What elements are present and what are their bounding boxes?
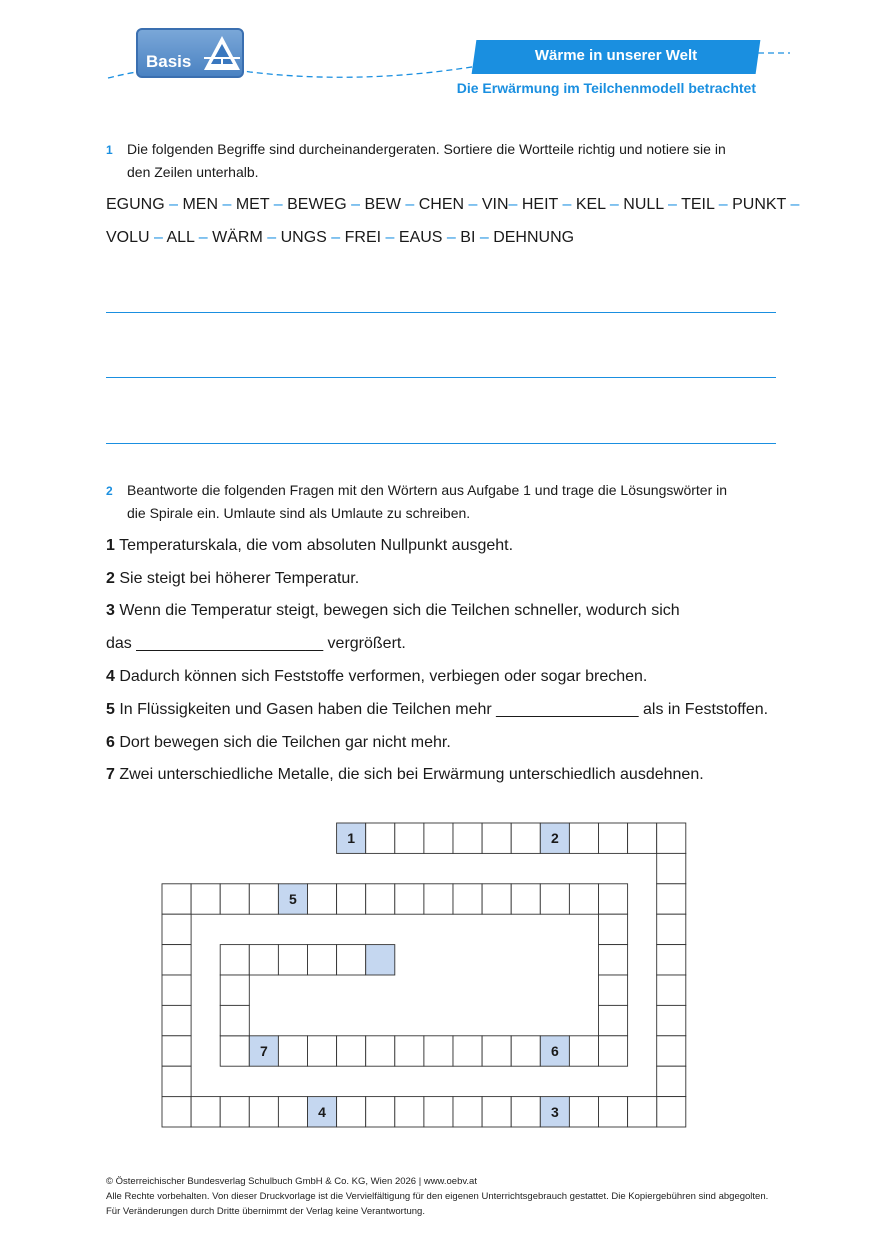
spiral-cell[interactable] — [599, 823, 628, 853]
spiral-cell[interactable] — [511, 884, 540, 914]
spiral-cell[interactable] — [220, 1036, 249, 1066]
spiral-cell[interactable] — [308, 1036, 337, 1066]
word-fragment: NULL — [623, 196, 664, 213]
word-fragment: EAUS — [398, 229, 443, 246]
spiral-cell[interactable] — [278, 1036, 307, 1066]
spiral-cell[interactable] — [453, 1097, 482, 1127]
spiral-cell[interactable] — [162, 975, 191, 1005]
spiral-cell[interactable] — [278, 945, 307, 975]
spiral-cell[interactable] — [657, 1066, 686, 1096]
spiral-cell[interactable] — [395, 1097, 424, 1127]
separator-dash: – — [262, 229, 281, 246]
spiral-cell[interactable] — [599, 1005, 628, 1035]
word-fragment: MEN — [182, 196, 219, 213]
spiral-cell[interactable] — [453, 884, 482, 914]
spiral-cell[interactable] — [657, 945, 686, 975]
word-fragment: HEIT — [521, 196, 559, 213]
separator-dash: – — [400, 196, 419, 213]
separator-dash: – — [464, 196, 482, 213]
task1-instruction-line1: Die folgenden Begriffe sind durcheinandergeraten. Sortiere die Wortteile richtig und notiere sie in — [127, 141, 726, 157]
question-number: 5 — [106, 701, 115, 718]
word-fragment: FREI — [344, 229, 382, 246]
spiral-cell[interactable] — [191, 1097, 220, 1127]
spiral-clue-number: 7 — [259, 1043, 268, 1059]
spiral-cell[interactable] — [482, 823, 511, 853]
logo-text: Basis — [146, 52, 192, 71]
spiral-cell[interactable] — [249, 884, 278, 914]
word-fragment: BEWEG — [287, 196, 347, 213]
spiral-cell[interactable] — [569, 884, 598, 914]
spiral-cell[interactable] — [657, 1036, 686, 1066]
page-title: Wärme in unserer Welt — [534, 47, 698, 64]
spiral-cell[interactable] — [657, 884, 686, 914]
spiral-cell[interactable] — [162, 914, 191, 944]
separator-dash: – — [508, 196, 522, 213]
word-fragment: DEHNUNG — [493, 229, 575, 246]
separator-dash: – — [164, 196, 183, 213]
question-text: Dort bewegen sich die Teilchen gar nicht mehr. — [114, 734, 451, 751]
separator-dash: – — [269, 196, 288, 213]
spiral-cell[interactable] — [569, 1036, 598, 1066]
spiral-cell[interactable] — [453, 823, 482, 853]
spiral-cell[interactable] — [628, 1097, 657, 1127]
separator-dash: – — [558, 196, 576, 213]
spiral-cell[interactable] — [220, 1005, 249, 1035]
spiral-clue-number: 2 — [550, 830, 559, 847]
word-fragment: PUNKT — [732, 196, 787, 213]
spiral-cell[interactable] — [162, 945, 191, 975]
word-fragment: UNGS — [280, 229, 327, 246]
word-fragment: ALL — [166, 229, 195, 246]
spiral-cell[interactable] — [599, 1097, 628, 1127]
question-number: 2 — [106, 570, 115, 587]
question-number: 1 — [106, 537, 115, 554]
spiral-cell[interactable] — [599, 914, 628, 944]
spiral-cell[interactable] — [220, 945, 249, 975]
separator-dash: – — [149, 229, 167, 246]
spiral-cell[interactable] — [424, 823, 453, 853]
separator-dash: – — [475, 229, 494, 246]
spiral-cell[interactable] — [337, 1036, 366, 1066]
spiral-cell[interactable] — [511, 823, 540, 853]
spiral-clue-number: 3 — [550, 1103, 559, 1120]
spiral-cell[interactable] — [511, 1036, 540, 1066]
spiral-cell[interactable] — [482, 1097, 511, 1127]
spiral-clue-number: 5 — [289, 891, 297, 907]
question-number: 3 — [106, 602, 115, 619]
spiral-clue-number: 6 — [550, 1043, 559, 1059]
spiral-cell[interactable] — [308, 945, 337, 975]
spiral-cell[interactable] — [424, 884, 453, 914]
question-text: Temperaturskala, die vom absoluten Nullpunkt ausgeht. — [114, 537, 514, 554]
question-text: Dadurch können sich Feststoffe verformen, verbiegen oder sogar brechen. — [114, 668, 648, 685]
spiral-cell[interactable] — [628, 823, 657, 853]
separator-dash: – — [346, 196, 365, 213]
separator-dash: – — [605, 196, 624, 213]
spiral-cell[interactable] — [366, 1036, 395, 1066]
question-text: In Flüssigkeiten und Gasen haben die Teilchen mehr ________________ als in Feststoffen. — [114, 701, 769, 718]
question-text: Wenn die Temperatur steigt, bewegen sich die Teilchen schneller, wodurch sich — [114, 602, 680, 619]
spiral-cell[interactable] — [220, 975, 249, 1005]
word-fragment: WÄRM — [212, 229, 263, 246]
spiral-cell[interactable] — [511, 1097, 540, 1127]
spiral-cell[interactable] — [657, 823, 686, 853]
footer-disclaimer: Für Veränderungen durch Dritte übernimmt der Verlag keine Verantwortung. — [106, 1206, 425, 1217]
footer-copyright: © Österreichischer Bundesverlag Schulbuch GmbH & Co. KG, Wien 2026 | www.oebv.at — [106, 1176, 477, 1187]
word-fragment: CHEN — [418, 196, 465, 213]
word-fragment: BI — [460, 229, 476, 246]
spiral-cell[interactable] — [657, 975, 686, 1005]
spiral-cell[interactable] — [657, 1005, 686, 1035]
question-text: das _____________________ vergrößert. — [106, 635, 406, 652]
word-fragment: VOLU — [106, 229, 150, 246]
task1-number: 1 — [106, 143, 113, 157]
word-fragment: TEIL — [681, 196, 715, 213]
question-number: 4 — [106, 668, 115, 685]
separator-dash: – — [381, 229, 399, 246]
spiral-cell[interactable] — [569, 823, 598, 853]
separator-dash: – — [326, 229, 345, 246]
spiral-cell[interactable] — [657, 914, 686, 944]
spiral-cell[interactable] — [395, 884, 424, 914]
spiral-cell[interactable] — [220, 884, 249, 914]
spiral-start-cell[interactable] — [366, 945, 395, 975]
spiral-cell[interactable] — [162, 1066, 191, 1096]
word-fragment: VIN — [481, 196, 509, 213]
spiral-cell[interactable] — [395, 1036, 424, 1066]
spiral-cell[interactable] — [191, 884, 220, 914]
spiral-cell[interactable] — [162, 884, 191, 914]
spiral-cell[interactable] — [337, 1097, 366, 1127]
spiral-cell[interactable] — [366, 823, 395, 853]
spiral-cell[interactable] — [657, 1097, 686, 1127]
spiral-cell[interactable] — [599, 975, 628, 1005]
spiral-cell[interactable] — [599, 884, 628, 914]
spiral-cell[interactable] — [366, 1097, 395, 1127]
question-number: 7 — [106, 766, 115, 783]
spiral-cell[interactable] — [162, 1036, 191, 1066]
separator-dash: – — [442, 229, 461, 246]
spiral-cell[interactable] — [424, 1036, 453, 1066]
spiral-clue-number: 1 — [347, 830, 356, 847]
spiral-cell[interactable] — [540, 884, 569, 914]
page-subtitle: Die Erwärmung im Teilchenmodell betrachtet — [456, 80, 756, 96]
spiral-clue-number: 4 — [318, 1103, 326, 1120]
spiral-cell[interactable] — [453, 1036, 482, 1066]
separator-dash: – — [663, 196, 682, 213]
footer-rights: Alle Rechte vorbehalten. Von dieser Druckvorlage ist die Vervielfältigung für den eigenen Unterrichtsgebrauch gestattet. Die Kopiergebühren sind abgegolten. — [106, 1191, 769, 1202]
question-text: Zwei unterschiedliche Metalle, die sich bei Erwärmung unterschiedlich ausdehnen. — [114, 766, 704, 783]
question-text: Sie steigt bei höherer Temperatur. — [114, 570, 360, 587]
word-fragment: KEL — [575, 196, 606, 213]
separator-dash: – — [218, 196, 236, 213]
spiral-cell[interactable] — [657, 853, 686, 883]
spiral-cell[interactable] — [569, 1097, 598, 1127]
task1-instruction-line2: den Zeilen unterhalb. — [127, 164, 259, 180]
separator-dash: – — [194, 229, 213, 246]
spiral-cell[interactable] — [337, 945, 366, 975]
spiral-cell[interactable] — [308, 884, 337, 914]
separator-dash: – — [714, 196, 733, 213]
spiral-cell[interactable] — [249, 945, 278, 975]
word-fragment: BEW — [364, 196, 401, 213]
spiral-cell[interactable] — [220, 1097, 249, 1127]
task2-instruction-line2: die Spirale ein. Umlaute sind als Umlaute zu schreiben. — [127, 505, 471, 521]
word-fragment: EGUNG — [106, 196, 165, 213]
separator-dash: – — [786, 196, 800, 213]
spiral-cell[interactable] — [599, 945, 628, 975]
spiral-cell[interactable] — [395, 823, 424, 853]
spiral-cell[interactable] — [482, 884, 511, 914]
spiral-cell[interactable] — [249, 1097, 278, 1127]
spiral-cell[interactable] — [424, 1097, 453, 1127]
spiral-cell[interactable] — [366, 884, 395, 914]
spiral-cell[interactable] — [162, 1097, 191, 1127]
question-number: 6 — [106, 734, 115, 751]
spiral-cell[interactable] — [162, 1005, 191, 1035]
task2-instruction-line1: Beantworte die folgenden Fragen mit den Wörtern aus Aufgabe 1 und trage die Lösungswörter in — [127, 482, 728, 498]
spiral-cell[interactable] — [599, 1036, 628, 1066]
spiral-cell[interactable] — [337, 884, 366, 914]
task2-number: 2 — [106, 484, 113, 498]
word-fragment: MET — [235, 196, 270, 213]
spiral-cell[interactable] — [278, 1097, 307, 1127]
spiral-cell[interactable] — [482, 1036, 511, 1066]
